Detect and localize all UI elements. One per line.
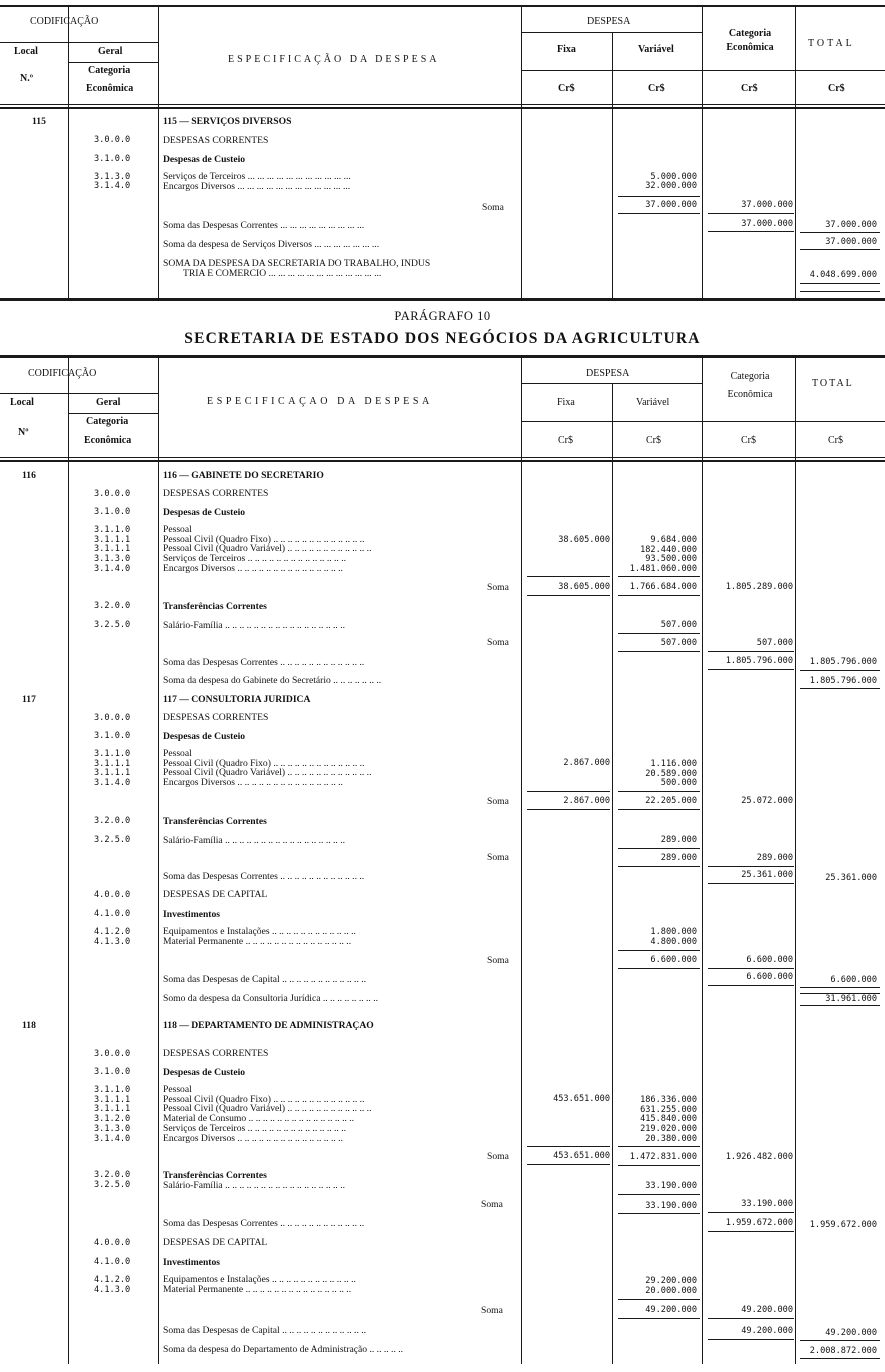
fixa-label: Fixa xyxy=(557,397,575,408)
value: 6.600.000 xyxy=(746,972,793,982)
value: 507.000 xyxy=(660,638,697,648)
local-116: 116 xyxy=(22,470,36,481)
correntes-label: Soma das Despesas Correntes .. .. .. .. .. .. .. .. .. .. .. .. xyxy=(163,657,365,668)
codes-block xyxy=(94,526,130,575)
codes-block xyxy=(94,1086,130,1144)
code: 3.1.4.0 xyxy=(94,563,131,574)
gabinete-label: Soma da despesa do Gabinete do Secretário .. .. .. .. .. .. .. xyxy=(163,675,382,686)
capital-label: Soma das Despesas de Capital .. .. .. .. .. .. .. .. .. .. .. .. xyxy=(163,1325,367,1336)
economica-label: Econômica xyxy=(84,435,132,446)
value: 1.926.482.000 xyxy=(725,1152,793,1162)
row-text: Equipamentos e Instalações .. .. .. .. .. .. .. .. .. .. .. .. xyxy=(163,926,356,937)
codes-block xyxy=(94,750,130,789)
geral-label: Geral xyxy=(96,397,121,408)
value: 6.600.000 xyxy=(830,975,877,985)
soma-label: Soma xyxy=(481,1199,503,1210)
categoria-label: Categoria xyxy=(88,65,131,76)
code: 3.1.1.1 xyxy=(94,544,131,555)
currency-fixa: Cr$ xyxy=(558,83,575,94)
correntes-label: Soma das Despesas Correntes .. .. .. .. .. .. .. .. .. .. .. .. xyxy=(163,871,365,882)
code: 3.1.3.0 xyxy=(94,554,131,565)
code: 3.1.1.0 xyxy=(94,1085,131,1095)
value: 1.959.672.000 xyxy=(725,1218,793,1228)
code: 3.2.0.0 xyxy=(94,816,131,826)
code: 3.0.0.0 xyxy=(94,1049,131,1059)
code: 3.1.4.0 xyxy=(94,778,131,789)
secretaria-title: SECRETARIA DE ESTADO DOS NEGÓCIOS DA AGRICULTURA xyxy=(184,330,701,347)
items-block xyxy=(163,525,371,574)
row-text: DESPESAS CORRENTES xyxy=(163,135,269,146)
code: 3.1.1.1 xyxy=(94,768,131,779)
row-text: Pessoal xyxy=(163,524,192,535)
currency-total: Cr$ xyxy=(828,83,845,94)
code: 3.1.1.1 xyxy=(94,1094,131,1105)
items-block xyxy=(163,1085,371,1143)
currency-variavel: Cr$ xyxy=(648,83,665,94)
currency-total: Cr$ xyxy=(828,435,843,446)
value: 5.000.000 xyxy=(650,172,697,182)
code: 3.2.5.0 xyxy=(94,620,131,630)
soma-label: Soma xyxy=(482,202,504,213)
value: 20.380.000 xyxy=(645,1133,697,1144)
fixa-label: Fixa xyxy=(557,44,576,55)
code: 4.0.0.0 xyxy=(94,890,131,900)
capital-label: Soma das Despesas de Capital .. .. .. .. .. .. .. .. .. .. .. .. xyxy=(163,974,367,985)
value: 1.805.289.000 xyxy=(725,582,793,592)
value: 182.440.000 xyxy=(640,544,697,555)
code: 4.1.2.0 xyxy=(94,1275,131,1285)
row-text: DESPESAS CORRENTES xyxy=(163,712,269,723)
value: 289.000 xyxy=(756,853,793,863)
value: 9.684.000 xyxy=(650,535,697,545)
row-text: Encargos Diversos ... ... ... ... ... ... ... ... ... ... ... ... xyxy=(163,181,351,192)
code: 3.1.0.0 xyxy=(94,1067,131,1077)
value: 1.472.831.000 xyxy=(629,1152,697,1162)
row-text: Encargos Diversos .. .. .. .. .. .. .. .. .. .. .. .. .. .. .. xyxy=(163,777,343,789)
code: 3.2.5.0 xyxy=(94,835,131,845)
local-label: Local xyxy=(10,397,34,408)
currency-fixa: Cr$ xyxy=(558,435,573,446)
secretaria-label-2: TRIA E COMERCIO ... ... ... ... ... ... ... ... ... ... ... ... xyxy=(183,268,382,279)
code: 3.1.1.0 xyxy=(94,525,131,535)
geral-label: Geral xyxy=(98,46,123,57)
row-text: Salário-Família .. .. .. .. .. .. .. .. .. .. .. .. .. .. .. .. .. xyxy=(163,835,346,846)
value: 93.500.000 xyxy=(645,554,697,565)
code: 3.1.4.0 xyxy=(94,1133,131,1144)
local-117: 117 xyxy=(22,694,36,705)
codes-block xyxy=(94,1276,130,1295)
soma-label: Soma xyxy=(487,637,509,648)
row-text: Pessoal Civil (Quadro Variável) .. .. .. .. .. .. .. .. .. .. .. .. xyxy=(163,543,372,555)
codificacao-label: CODIFICAÇÃO xyxy=(30,16,99,27)
row-text: DESPESAS CORRENTES xyxy=(163,1048,269,1059)
row-text: Despesas de Custeio xyxy=(163,154,246,165)
section-118-title: 118 — DEPARTAMENTO DE ADMINISTRAÇAO xyxy=(163,1020,374,1031)
value: 415.840.000 xyxy=(640,1114,697,1125)
currency-categoria: Cr$ xyxy=(741,435,756,446)
value: 37.000.000 xyxy=(741,200,793,210)
row-text: Despesas de Custeio xyxy=(163,1067,246,1078)
value: 38.605.000 xyxy=(558,535,610,545)
codes-block xyxy=(94,928,130,947)
value: 2.867.000 xyxy=(563,758,610,768)
value: 38.605.000 xyxy=(558,582,610,592)
row-text: Despesas de Custeio xyxy=(163,731,246,742)
categoria-economica-label: Categoria Econômica xyxy=(726,28,774,53)
vars-block xyxy=(615,536,697,575)
vars-block xyxy=(615,928,697,947)
variavel-label: Variável xyxy=(638,44,674,55)
code: 3.1.2.0 xyxy=(94,1114,131,1125)
row-text: Serviços de Terceiros .. .. .. .. .. .. .. .. .. .. .. .. .. .. xyxy=(163,1122,347,1134)
value: 33.190.000 xyxy=(645,1181,697,1191)
soma-label: Soma xyxy=(487,955,509,966)
code: 3.0.0.0 xyxy=(94,135,131,145)
code: 4.1.3.0 xyxy=(94,1284,131,1295)
value: 31.961.000 xyxy=(825,994,877,1004)
value: 49.200.000 xyxy=(645,1305,697,1315)
value: 453.651.000 xyxy=(553,1151,610,1161)
code: 3.1.1.1 xyxy=(94,758,131,769)
local-label: Local xyxy=(14,46,38,57)
economica-label: Econômica xyxy=(86,83,134,94)
value: 22.205.000 xyxy=(645,796,697,806)
paragraph-title: PARÁGRAFO 10 xyxy=(394,309,491,323)
soma-label: Soma xyxy=(487,852,509,863)
soma-label: Soma xyxy=(487,796,509,807)
section-115-title: 115 — SERVIÇOS DIVERSOS xyxy=(163,116,292,127)
servicos-label: Soma da despesa de Serviços Diversos ... ... ... ... ... ... ... xyxy=(163,239,380,250)
value: 500.000 xyxy=(660,778,697,789)
row-text: Pessoal xyxy=(163,748,192,759)
soma-label: Soma xyxy=(487,1151,509,1162)
value: 1.805.796.000 xyxy=(809,657,877,667)
code: 3.1.1.1 xyxy=(94,1104,131,1115)
row-text: Transferências Correntes xyxy=(163,601,267,612)
value: 37.000.000 xyxy=(741,219,793,229)
value: 289.000 xyxy=(660,853,697,863)
currency-categoria: Cr$ xyxy=(741,83,758,94)
row-text: Material Permanente .. .. .. .. .. .. .. .. .. .. .. .. .. .. .. xyxy=(163,1283,352,1295)
value: 37.000.000 xyxy=(645,200,697,210)
items-block xyxy=(163,1275,356,1294)
value: 2.867.000 xyxy=(563,796,610,806)
value: 37.000.000 xyxy=(825,220,877,230)
code: 3.2.0.0 xyxy=(94,1170,131,1180)
row-text: Equipamentos e Instalações .. .. .. .. .. .. .. .. .. .. .. .. xyxy=(163,1274,356,1285)
value: 32.000.000 xyxy=(645,181,697,191)
value: 453.651.000 xyxy=(553,1094,610,1104)
code: 4.0.0.0 xyxy=(94,1238,131,1248)
value: 289.000 xyxy=(660,835,697,845)
value: 219.020.000 xyxy=(640,1124,697,1135)
row-text: Serviços de Terceiros .. .. .. .. .. .. .. .. .. .. .. .. .. .. xyxy=(163,553,347,565)
value: 507.000 xyxy=(660,620,697,630)
consultoria-label: Somo da despesa da Consultoria Jurídica .. .. .. .. .. .. .. .. xyxy=(163,993,379,1004)
categoria-economica-label: Categoria Econômica xyxy=(727,371,773,400)
value: 37.000.000 xyxy=(825,237,877,247)
soma-label: Soma xyxy=(481,1305,503,1316)
row-text: Pessoal xyxy=(163,1084,192,1095)
row-text: Transferências Correntes xyxy=(163,816,267,827)
code: 3.1.0.0 xyxy=(94,507,131,517)
row-text: Material de Consumo .. .. .. .. .. .. .. .. .. .. .. .. .. .. .. xyxy=(163,1113,355,1125)
code: 3.1.0.0 xyxy=(94,731,131,741)
row-text: Pessoal Civil (Quadro Variável) .. .. .. .. .. .. .. .. .. .. .. .. xyxy=(163,767,372,779)
currency-variavel: Cr$ xyxy=(646,435,661,446)
especificacao-label: ESPECIFICAÇAO DA DESPESA xyxy=(207,396,433,407)
code: 3.1.0.0 xyxy=(94,154,131,164)
local-118: 118 xyxy=(22,1020,36,1031)
row-text: Pessoal Civil (Quadro Fixo) .. .. .. .. .. .. .. .. .. .. .. .. .. xyxy=(163,757,365,769)
code: 3.1.3.0 xyxy=(94,1123,131,1134)
row-text: Investimentos xyxy=(163,909,221,920)
code: 4.1.0.0 xyxy=(94,909,131,919)
row-text: Despesas de Custeio xyxy=(163,507,246,518)
value: 1.805.796.000 xyxy=(809,676,877,686)
total-label: TOTAL xyxy=(808,38,855,49)
value: 6.600.000 xyxy=(746,955,793,965)
code: 4.1.3.0 xyxy=(94,936,131,947)
despesa-label: DESPESA xyxy=(586,368,630,379)
value: 33.190.000 xyxy=(645,1201,697,1211)
value: 1.805.796.000 xyxy=(725,656,793,666)
vars-block xyxy=(615,1277,697,1296)
soma-label: Soma xyxy=(487,582,509,593)
value: 29.200.000 xyxy=(645,1276,697,1286)
value: 20.589.000 xyxy=(645,768,697,779)
value: 1.116.000 xyxy=(650,759,697,769)
row-text: Pessoal Civil (Quadro Fixo) .. .. .. .. .. .. .. .. .. .. .. .. .. xyxy=(163,533,365,545)
value: 1.766.684.000 xyxy=(629,582,697,592)
value: 507.000 xyxy=(756,638,793,648)
row-text: DESPESAS DE CAPITAL xyxy=(163,889,268,900)
row-text: DESPESAS CORRENTES xyxy=(163,488,269,499)
vars-block xyxy=(615,760,697,789)
section-116-title: 116 — GABINETE DO SECRETARIO xyxy=(163,470,324,481)
local-115: 115 xyxy=(32,116,46,127)
codificacao-label: CODIFICAÇÃO xyxy=(28,368,97,379)
row-text: Serviços de Terceiros ... ... ... ... ... ... ... ... ... ... ... xyxy=(163,171,351,182)
code: 3.1.1.1 xyxy=(94,534,131,545)
value: 6.600.000 xyxy=(650,955,697,965)
row-text: Encargos Diversos .. .. .. .. .. .. .. .. .. .. .. .. .. .. .. xyxy=(163,1132,343,1144)
items-block xyxy=(163,927,356,946)
numero-label: N.º xyxy=(20,73,34,84)
value: 49.200.000 xyxy=(741,1305,793,1315)
code: 4.1.2.0 xyxy=(94,927,131,937)
value: 4.800.000 xyxy=(650,936,697,947)
value: 49.200.000 xyxy=(825,1328,877,1338)
code: 3.2.0.0 xyxy=(94,601,131,611)
row-text: Salário-Família .. .. .. .. .. .. .. .. .. .. .. .. .. .. .. .. .. xyxy=(163,620,346,631)
variavel-label: Variável xyxy=(636,397,670,408)
correntes-label: Soma das Despesas Correntes .. .. .. .. .. .. .. .. .. .. .. .. xyxy=(163,1218,365,1229)
total-label: TOTAL xyxy=(812,378,854,389)
value: 1.959.672.000 xyxy=(809,1220,877,1230)
categoria-label: Categoria xyxy=(86,416,129,427)
value: 1.800.000 xyxy=(650,927,697,937)
items-block xyxy=(163,749,371,788)
despesa-label: DESPESA xyxy=(587,16,631,27)
code: 3.2.5.0 xyxy=(94,1180,131,1190)
section-117-title: 117 — CONSULTORIA JURIDICA xyxy=(163,694,311,705)
row-text: Pessoal Civil (Quadro Fixo) .. .. .. .. .. .. .. .. .. .. .. .. .. xyxy=(163,1093,365,1105)
code: 3.1.1.0 xyxy=(94,749,131,759)
departamento-label: Soma da despesa do Departamento de Administração .. .. .. .. .. xyxy=(163,1344,404,1355)
row-text: Investimentos xyxy=(163,1257,221,1268)
value: 49.200.000 xyxy=(741,1326,793,1336)
row-text: Material Permanente .. .. .. .. .. .. .. .. .. .. .. .. .. .. .. xyxy=(163,935,352,947)
value: 2.008.872.000 xyxy=(809,1346,877,1356)
value: 25.361.000 xyxy=(825,873,877,883)
vars-block xyxy=(615,1096,697,1145)
code: 3.1.3.0 xyxy=(94,172,131,182)
row-text: Salário-Família .. .. .. .. .. .. .. .. .. .. .. .. .. .. .. .. .. xyxy=(163,1180,346,1191)
row-text: DESPESAS DE CAPITAL xyxy=(163,1237,268,1248)
especificacao-label: ESPECIFICAÇÃO DA DESPESA xyxy=(228,54,440,65)
value: 25.072.000 xyxy=(741,796,793,806)
row-text: Encargos Diversos .. .. .. .. .. .. .. .. .. .. .. .. .. .. .. xyxy=(163,562,343,574)
value: 4.048.699.000 xyxy=(809,270,877,280)
numero-label: Nº xyxy=(18,427,29,438)
secretaria-label-1: SOMA DA DESPESA DA SECRETARIA DO TRABALHO, INDUS xyxy=(163,258,431,269)
code: 4.1.0.0 xyxy=(94,1257,131,1267)
code: 3.0.0.0 xyxy=(94,713,131,723)
row-text: Pessoal Civil (Quadro Variável) .. .. .. .. .. .. .. .. .. .. .. .. xyxy=(163,1103,372,1115)
value: 631.255.000 xyxy=(640,1104,697,1115)
row-text: Transferências Correntes xyxy=(163,1170,267,1181)
value: 186.336.000 xyxy=(640,1095,697,1105)
code: 3.1.4.0 xyxy=(94,181,131,191)
value: 1.481.060.000 xyxy=(629,564,697,575)
value: 20.000.000 xyxy=(645,1285,697,1296)
code: 3.0.0.0 xyxy=(94,489,131,499)
correntes-label: Soma das Despesas Correntes ... ... ... ... ... ... ... ... ... xyxy=(163,220,365,231)
value: 33.190.000 xyxy=(741,1199,793,1209)
value: 25.361.000 xyxy=(741,870,793,880)
